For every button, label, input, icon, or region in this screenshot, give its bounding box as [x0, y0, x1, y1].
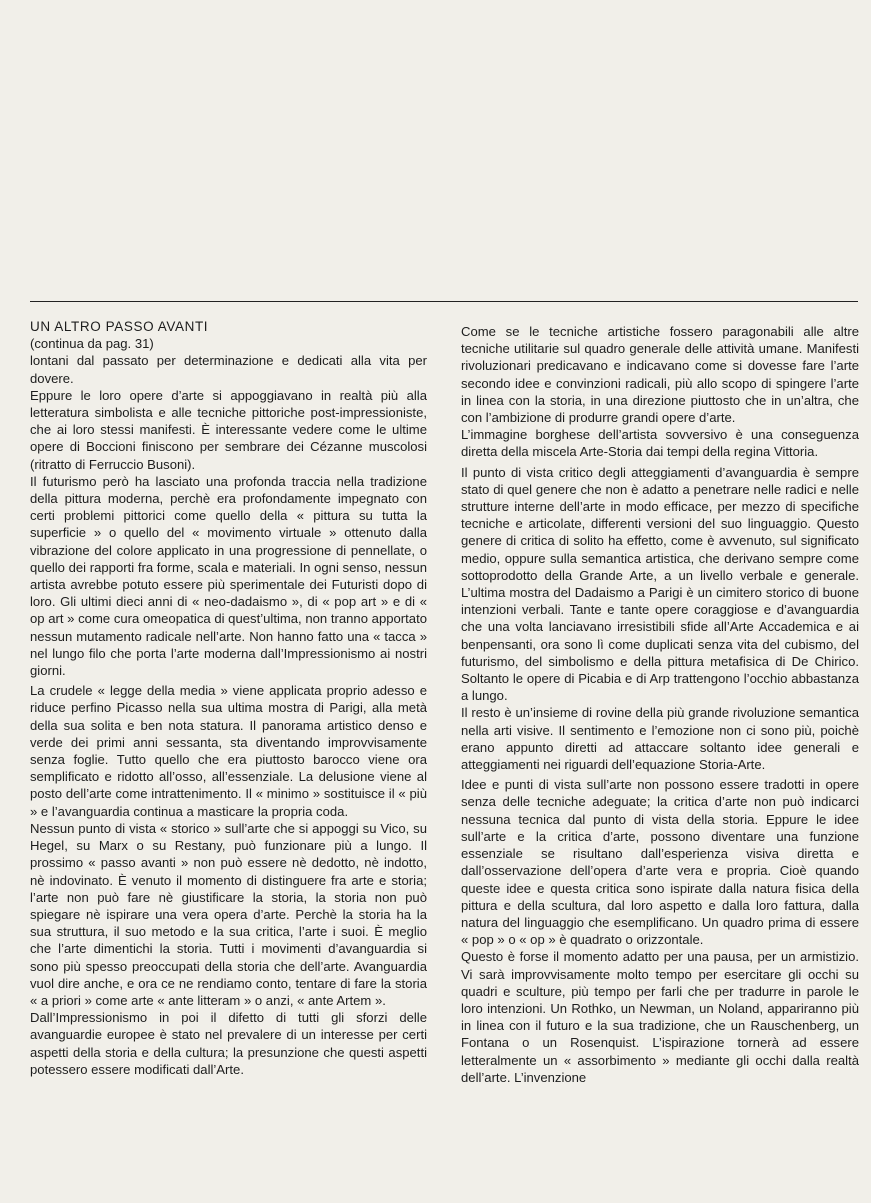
paragraph: Come se le tecniche artistiche fossero paragonabili alle altre tecniche utilitarie sul quadro generale delle attività umane. Manifesti rivoluzionari predicavano e indicavano come si dovesse fare l’arte secondo idee e convinzioni radicali, più allo scopo di spingere l’arte in linea con la storia, in una direzione piuttosto che in un’altra, che con l’ambizione di produrre grandi opere d’arte. — [461, 324, 859, 426]
paragraph: Nessun punto di vista « storico » sull’arte che si appoggi su Vico, su Hegel, su Marx o su Restany, può funzionare più a lungo. Il prossimo « passo avanti » non può essere nè dedotto, nè indotto, nè indovinato. È venuto il momento di distinguere fra arte e storia; l’arte non può fare nè giustificare la storia, la storia non può spiegare nè ispirare una vera opera d’arte. Perchè la storia ha la sua struttura, il suo metodo e la sua critica, l’arte i suoi. È meglio che l’arte dimentichi la storia. Tutti i movimenti d’avanguardia si sono più spesso preoccupati della storia che dell’arte. Avanguardia vuol dire anche, e ora ce ne rendiamo conto, tentare di fare la storia « a priori » come arte « ante litteram » o anzi, « ante Artem ». — [30, 820, 427, 1008]
paragraph: L’immagine borghese dell’artista sovversivo è una conseguenza diretta della miscela Arte-Storia dai tempi della regina Vittoria. — [461, 427, 859, 460]
article-heading: UN ALTRO PASSO AVANTI — [30, 319, 209, 334]
paragraph: lontani dal passato per determinazione e dedicati alla vita per dovere. — [30, 353, 427, 386]
section-divider — [30, 301, 858, 302]
paragraph: Dall’Impressionismo in poi il difetto di tutti gli sforzi delle avanguardie europee è stato nel prevalere di un interesse per certi aspetti della storia e della cultura; la presunzione che questi aspetti potessero essere modificati dall’Arte. — [30, 1010, 427, 1077]
paragraph: Il punto di vista critico degli atteggiamenti d’avanguardia è sempre stato di quel genere che non è adatto a penetrare nelle radici e nelle strutture interne dell’arte in modo efficace, per mezzo di specifiche tecniche e articolate, differenti versioni del suo linguaggio. Questo genere di critica di solito ha effetto, come è avvenuto, sul significato medio, oppure sulla semantica artistica, che derivano sempre come sottoprodotto della Grande Arte, a un livello verbale e generale. L’ultima mostra del Dadaismo a Parigi è un cimitero storico di buone intenzioni verbali. Tante e tante opere coraggiose e d’avanguardia che una volta lanciavano irresistibili sfide all’Arte Accademica e ai benpensanti, ora sono lì come duplicati senza vita del cubismo, del futurismo, del simbolismo e della pittura metafisica di De Chirico. Soltanto le opere di Picabia e di Arp trattengono l’occhio abbastanza a lungo. — [461, 464, 859, 704]
paragraph: Eppure le loro opere d’arte si appoggiavano in realtà più alla letteratura simbolista e alle tecniche pittoriche post-impressioniste, che ai loro stessi manifesti. È interessante vedere come le ultime opere di Boccioni finiscono per sembrare dei Cézanne muscolosi (ritratto di Ferruccio Busoni). — [30, 387, 427, 472]
paragraph: Idee e punti di vista sull’arte non possono essere tradotti in opere senza delle tecniche adeguate; la critica d’arte non può indicarci nessuna tecnica dal punto di vista della storia. Eppure le idee sull’arte e la critica d’arte, possono diventare una funzione essenziale se risultano dall’esperienza visiva diretta e dall’osservazione dell’opera d’arte vera e propria. Cioè quando queste idee e questa critica sono ispirate dalla natura fisica della pittura e della scultura, dal loro aspetto e dalla loro fattura, dalla natura del linguaggio che esemplificano. Un quadro prima di essere « pop » o « op » è quadrato o orizzontale. — [461, 777, 859, 948]
paragraph: La crudele « legge della media » viene applicata proprio adesso e riduce perfino Picasso nella sua ultima mostra di Parigi, alla metà della sua solita e ben nota statura. Il panorama artistico denso e verde dei primi anni sessanta, sta diventando improvvisamente senza foglie. Tutto quello che era piuttosto barocco viene ora semplificato e ridotto all’osso, all’essenziale. La delusione viene al posto dell’arte come intrattenimento. Il « minimo » sostituisce il « più » e l’avanguardia continua a masticare la propria coda. — [30, 683, 427, 819]
left-column — [30, 318, 427, 1198]
right-column — [461, 323, 859, 1203]
continuation-note: (continua da pag. 31) — [30, 336, 154, 352]
paragraph: Questo è forse il momento adatto per una pausa, per un armistizio. Vi sarà improvvisamente molto tempo per esercitare gli occhi su quadri e sculture, più tempo per farli che per tradurre in parole le loro intenzioni. Un Rothko, un Newman, un Noland, appariranno più in linea con il futuro e la sua tradizione, che un Rauschenberg, un Fontana o un Rosenquist. L’ispirazione tornerà ad essere letteralmente un « assorbimento » mediante gli occhi dalla realtà dell’arte. L’invenzione — [461, 949, 859, 1085]
paragraph: Il futurismo però ha lasciato una profonda traccia nella tradizione della pittura moderna, perchè era profondamente impegnato con certi problemi pittorici come quello della « pittura su tutta la superficie » o quello del « movimento virtuale » ottenuto dalla vibrazione del colore applicato in una progressione di pennellate, o quello dei rapporti fra forme, scala e materiali. In ogni senso, nessun artista avrebbe potuto essere più sperimentale dei Futuristi dopo di loro. Gli ultimi dieci anni di « neo-dadaismo », di « pop art » e di « op art » come cura omeopatica di quest’ultima, non tranno apportato nessun mutamento radicale nell’arte. Non hanno fatto una « tacca » nel lungo filo che porta l’arte moderna dall’Impressionismo ai nostri giorni. — [30, 473, 427, 679]
paragraph: Il resto è un’insieme di rovine della più grande rivoluzione semantica nella arti visive. Il sentimento e l’emozione non ci sono più, poichè erano appunto diretti ad attaccare soltanto idee generali e atteggiamenti nei riguardi dell’equazione Storia-Arte. — [461, 705, 859, 773]
